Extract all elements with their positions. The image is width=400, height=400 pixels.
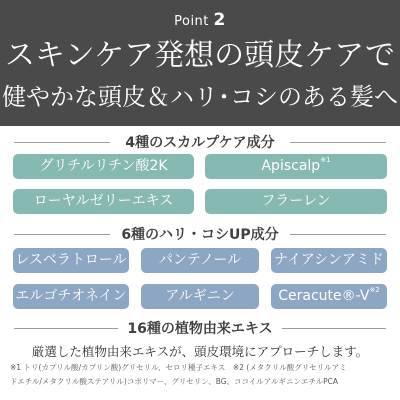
footnotes (10, 361, 390, 389)
ingredient-pill (205, 154, 387, 179)
section1-title-text: 4種のスカルプケア成分 (119, 135, 280, 151)
divider (290, 234, 386, 235)
section3-description: 厳選した植物由来エキスが、頭皮環境にアプローチします。 (31, 344, 369, 359)
section3-title-text: 16種の植物由来エキス (121, 321, 278, 337)
ingredient-pill: エルゴチオネイン (13, 284, 129, 309)
ingredient-pill: フラーレン (205, 189, 387, 214)
section2-title (0, 224, 400, 244)
ingredient-pill: グリチルリチン酸2K (13, 154, 194, 179)
section1-title (0, 132, 400, 152)
ingredient-pill: アルギニン (141, 284, 259, 309)
divider (14, 328, 118, 329)
divider (14, 234, 110, 235)
point-prefix: Point (174, 14, 209, 29)
footnote-line: ドエチル/メタクリル酸ステアリル)コポリマー、グリセリン、BG、ココイルアルギニンエチルPCA (10, 377, 339, 386)
footnote-mark: ※1 (320, 156, 331, 164)
divider (290, 142, 386, 143)
section3-title (0, 318, 400, 338)
footnote-mark: ※2 (369, 286, 380, 294)
section2-title-text: 6種のハリ・コシUP成分 (115, 227, 284, 243)
divider (282, 328, 386, 329)
ingredient-pill: ナイアシンアミド (271, 248, 387, 273)
headline-line2: 健やかな頭皮＆ハリ･コシのある髪へ (2, 83, 398, 111)
footnote-line: ※1 トリ(カプリル酸/カプリン酸)グリセリル、セロリ種子エキス ※2 (メタクリル酸グリセリルアミ (10, 363, 347, 372)
point-number: 2 (213, 10, 226, 30)
ingredient-pill (271, 284, 387, 309)
point-label (0, 10, 400, 30)
ingredient-pill: ローヤルゼリーエキス (13, 189, 194, 214)
headline-line1: スキンケア発想の頭皮ケアで (5, 38, 395, 73)
ingredient-name: Apiscalp (261, 158, 321, 174)
header-banner (0, 0, 400, 126)
ingredient-pill: パンテノール (141, 248, 259, 273)
ingredient-name: Ceracute®-V (278, 288, 370, 304)
ingredient-pill: レスベラトロール (13, 248, 129, 273)
divider (14, 142, 110, 143)
